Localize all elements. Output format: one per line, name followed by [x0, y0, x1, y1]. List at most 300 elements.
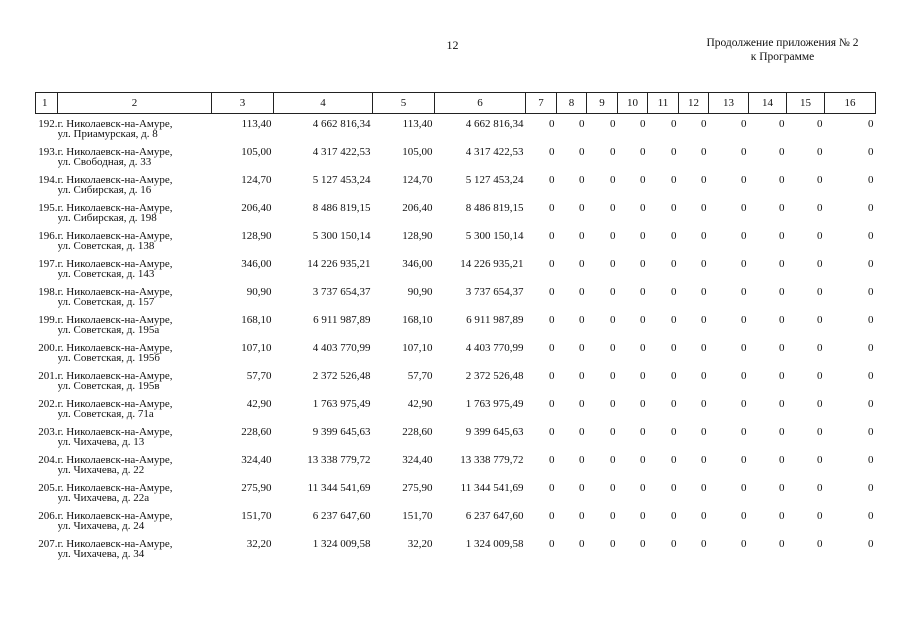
value-cell-col7: 0	[549, 173, 555, 186]
value-cell-col11: 0	[671, 201, 677, 214]
value-cell-col15: 0	[817, 145, 823, 158]
table-row	[36, 310, 876, 338]
cost-cell-2: 1 324 009,58	[465, 537, 524, 550]
value-cell-col7: 0	[549, 201, 555, 214]
value-cell-col14: 0	[779, 313, 785, 326]
value-cell-col8: 0	[579, 201, 585, 214]
cost-cell: 6 237 647,60	[312, 509, 371, 522]
value-cell-col9: 0	[610, 369, 616, 382]
cost-cell-2: 13 338 779,72	[460, 453, 524, 466]
value-cell-col9: 0	[610, 453, 616, 466]
address-street: ул. Чихачева, д. 22	[57, 463, 145, 476]
column-header-12: 12	[679, 93, 709, 114]
value-cell-col9: 0	[610, 341, 616, 354]
value-cell-col15: 0	[817, 229, 823, 242]
cost-cell: 5 127 453,24	[312, 173, 371, 186]
address-cell	[58, 478, 212, 506]
value-cell-col9: 0	[610, 173, 616, 186]
value-cell-col14: 0	[779, 397, 785, 410]
value-cell-col7: 0	[549, 537, 555, 550]
value-cell-col8: 0	[579, 118, 585, 130]
address-street: ул. Чихачева, д. 24	[57, 519, 145, 532]
value-cell-col7: 0	[549, 313, 555, 326]
value-cell-col10: 0	[640, 201, 646, 214]
address-street: ул. Сибирская, д. 198	[57, 211, 157, 224]
value-cell-col12: 0	[701, 509, 707, 522]
value-cell-col14: 0	[779, 118, 785, 130]
cost-cell-2: 6 237 647,60	[465, 509, 524, 522]
address-city: г. Николаевск-на-Амуре,	[57, 341, 173, 354]
area-cell: 105,00	[241, 145, 272, 158]
row-number: 201.	[38, 369, 58, 382]
cost-cell-2: 4 403 770,99	[465, 341, 524, 354]
value-cell-col13: 0	[741, 173, 747, 186]
value-cell-col13: 0	[741, 145, 747, 158]
row-number: 206.	[38, 509, 58, 522]
value-cell-col10: 0	[640, 341, 646, 354]
value-cell-col12: 0	[701, 257, 707, 270]
value-cell-col8: 0	[579, 173, 585, 186]
value-cell-col7: 0	[549, 341, 555, 354]
area-cell-2: 228,60	[402, 425, 433, 438]
address-cell	[58, 506, 212, 534]
value-cell-col15: 0	[817, 369, 823, 382]
value-cell-col12: 0	[701, 229, 707, 242]
value-cell-col16: 0	[868, 397, 874, 410]
value-cell-col12: 0	[701, 118, 707, 130]
address-cell	[58, 366, 212, 394]
area-cell-2: 57,70	[407, 369, 433, 382]
value-cell-col9: 0	[610, 145, 616, 158]
value-cell-col7: 0	[549, 145, 555, 158]
value-cell-col15: 0	[817, 425, 823, 438]
address-city: г. Николаевск-на-Амуре,	[57, 425, 173, 438]
row-number: 205.	[38, 481, 58, 494]
column-header-9: 9	[587, 93, 618, 114]
value-cell-col13: 0	[741, 537, 747, 550]
area-cell-2: 124,70	[402, 173, 433, 186]
value-cell-col9: 0	[610, 285, 616, 298]
column-header-7: 7	[526, 93, 557, 114]
cost-cell-2: 6 911 987,89	[466, 313, 524, 326]
value-cell-col11: 0	[671, 145, 677, 158]
value-cell-col14: 0	[779, 201, 785, 214]
cost-cell: 4 403 770,99	[312, 341, 371, 354]
area-cell: 346,00	[241, 257, 272, 270]
column-header-8: 8	[557, 93, 587, 114]
value-cell-col9: 0	[610, 257, 616, 270]
value-cell-col12: 0	[701, 369, 707, 382]
area-cell: 124,70	[241, 173, 272, 186]
area-cell: 90,90	[246, 285, 272, 298]
table-row	[36, 254, 876, 282]
value-cell-col10: 0	[640, 537, 646, 550]
address-street: ул. Советская, д. 138	[57, 239, 155, 252]
address-street: ул. Советская, д. 143	[57, 267, 155, 280]
data-table	[35, 92, 876, 562]
cost-cell: 1 324 009,58	[312, 537, 371, 550]
address-city: г. Николаевск-на-Амуре,	[57, 229, 173, 242]
value-cell-col13: 0	[741, 369, 747, 382]
address-cell	[58, 394, 212, 422]
cost-cell: 5 300 150,14	[312, 229, 371, 242]
cost-cell: 9 399 645,63	[312, 425, 371, 438]
table-row	[36, 198, 876, 226]
value-cell-col13: 0	[741, 313, 747, 326]
value-cell-col11: 0	[671, 481, 677, 494]
address-city: г. Николаевск-на-Амуре,	[57, 481, 173, 494]
area-cell-2: 206,40	[402, 201, 433, 214]
value-cell-col7: 0	[549, 397, 555, 410]
address-street: ул. Советская, д. 195в	[57, 379, 160, 392]
table-row	[36, 142, 876, 170]
value-cell-col9: 0	[610, 201, 616, 214]
area-cell: 168,10	[241, 313, 272, 326]
value-cell-col11: 0	[671, 453, 677, 466]
value-cell-col14: 0	[779, 285, 785, 298]
value-cell-col12: 0	[701, 201, 707, 214]
cost-cell: 6 911 987,89	[313, 313, 371, 326]
table-row	[36, 506, 876, 534]
cost-cell-2: 11 344 541,69	[460, 481, 524, 494]
address-city: г. Николаевск-на-Амуре,	[57, 285, 173, 298]
value-cell-col16: 0	[868, 509, 874, 522]
cost-cell: 13 338 779,72	[307, 453, 371, 466]
value-cell-col8: 0	[579, 285, 585, 298]
cost-cell-2: 2 372 526,48	[465, 369, 524, 382]
value-cell-col10: 0	[640, 453, 646, 466]
value-cell-col10: 0	[640, 118, 646, 130]
address-street: ул. Советская, д. 71а	[57, 407, 154, 420]
value-cell-col9: 0	[610, 229, 616, 242]
value-cell-col7: 0	[549, 229, 555, 242]
value-cell-col16: 0	[868, 285, 874, 298]
address-cell	[58, 142, 212, 170]
area-cell: 206,40	[241, 201, 272, 214]
value-cell-col15: 0	[817, 118, 823, 130]
value-cell-col9: 0	[610, 509, 616, 522]
value-cell-col12: 0	[701, 145, 707, 158]
value-cell-col12: 0	[701, 285, 707, 298]
value-cell-col11: 0	[671, 397, 677, 410]
value-cell-col16: 0	[868, 173, 874, 186]
value-cell-col13: 0	[741, 257, 747, 270]
value-cell-col14: 0	[779, 173, 785, 186]
cost-cell-2: 5 300 150,14	[465, 229, 524, 242]
value-cell-col16: 0	[868, 118, 874, 130]
column-header-1: 1	[36, 93, 58, 114]
area-cell-2: 128,90	[402, 229, 433, 242]
value-cell-col14: 0	[779, 341, 785, 354]
value-cell-col12: 0	[701, 341, 707, 354]
address-city: г. Николаевск-на-Амуре,	[57, 257, 173, 270]
value-cell-col8: 0	[579, 537, 585, 550]
area-cell-2: 32,20	[407, 537, 433, 550]
table-row	[36, 338, 876, 366]
value-cell-col10: 0	[640, 369, 646, 382]
area-cell: 32,20	[246, 537, 272, 550]
cost-cell-2: 4 662 816,34	[465, 118, 524, 130]
value-cell-col13: 0	[741, 481, 747, 494]
cost-cell-2: 5 127 453,24	[465, 173, 524, 186]
address-cell	[58, 254, 212, 282]
address-city: г. Николаевск-на-Амуре,	[57, 145, 173, 158]
column-header-5: 5	[373, 93, 435, 114]
table-row	[36, 534, 876, 562]
address-cell	[58, 198, 212, 226]
appendix-caption-line2: к Программе	[750, 51, 815, 63]
row-number: 200.	[38, 341, 58, 354]
area-cell-2: 151,70	[402, 509, 433, 522]
row-number: 192.	[38, 118, 58, 130]
value-cell-col13: 0	[741, 229, 747, 242]
value-cell-col16: 0	[868, 313, 874, 326]
value-cell-col13: 0	[741, 425, 747, 438]
value-cell-col7: 0	[549, 481, 555, 494]
cost-cell: 11 344 541,69	[307, 481, 371, 494]
value-cell-col13: 0	[741, 397, 747, 410]
value-cell-col7: 0	[549, 257, 555, 270]
area-cell: 42,90	[246, 397, 272, 410]
value-cell-col15: 0	[817, 537, 823, 550]
address-street: ул. Приамурская, д. 8	[57, 128, 158, 140]
value-cell-col13: 0	[741, 509, 747, 522]
value-cell-col10: 0	[640, 285, 646, 298]
value-cell-col16: 0	[868, 341, 874, 354]
value-cell-col14: 0	[779, 509, 785, 522]
cost-cell-2: 8 486 819,15	[465, 201, 524, 214]
value-cell-col16: 0	[868, 201, 874, 214]
value-cell-col12: 0	[701, 481, 707, 494]
value-cell-col14: 0	[779, 481, 785, 494]
address-cell	[58, 226, 212, 254]
value-cell-col12: 0	[701, 537, 707, 550]
area-cell: 128,90	[241, 229, 272, 242]
value-cell-col8: 0	[579, 341, 585, 354]
area-cell-2: 275,90	[402, 481, 433, 494]
address-city: г. Николаевск-на-Амуре,	[57, 369, 173, 382]
address-cell	[58, 338, 212, 366]
address-cell	[58, 450, 212, 478]
address-cell	[58, 534, 212, 562]
address-street: ул. Чихачева, д. 22а	[57, 491, 150, 504]
value-cell-col10: 0	[640, 509, 646, 522]
value-cell-col11: 0	[671, 537, 677, 550]
value-cell-col16: 0	[868, 145, 874, 158]
address-street: ул. Советская, д. 195б	[57, 351, 160, 364]
row-number: 203.	[38, 425, 58, 438]
row-number: 195.	[38, 201, 58, 214]
value-cell-col15: 0	[817, 313, 823, 326]
area-cell-2: 107,10	[402, 341, 433, 354]
value-cell-col11: 0	[671, 285, 677, 298]
value-cell-col15: 0	[817, 341, 823, 354]
area-cell-2: 105,00	[402, 145, 433, 158]
area-cell: 57,70	[246, 369, 272, 382]
area-cell-2: 168,10	[402, 313, 433, 326]
cost-cell-2: 4 317 422,53	[465, 145, 524, 158]
area-cell: 113,40	[241, 118, 272, 130]
value-cell-col15: 0	[817, 257, 823, 270]
address-street: ул. Чихачева, д. 13	[57, 435, 145, 448]
value-cell-col11: 0	[671, 257, 677, 270]
table-row	[36, 282, 876, 310]
row-number: 196.	[38, 229, 58, 242]
value-cell-col11: 0	[671, 425, 677, 438]
value-cell-col15: 0	[817, 173, 823, 186]
value-cell-col14: 0	[779, 229, 785, 242]
value-cell-col11: 0	[671, 229, 677, 242]
appendix-caption-line1: Продолжение приложения № 2	[706, 37, 859, 49]
value-cell-col8: 0	[579, 509, 585, 522]
value-cell-col16: 0	[868, 481, 874, 494]
value-cell-col10: 0	[640, 425, 646, 438]
address-cell	[58, 282, 212, 310]
value-cell-col10: 0	[640, 481, 646, 494]
value-cell-col13: 0	[741, 285, 747, 298]
value-cell-col15: 0	[817, 453, 823, 466]
value-cell-col9: 0	[610, 481, 616, 494]
area-cell-2: 42,90	[407, 397, 433, 410]
address-city: г. Николаевск-на-Амуре,	[57, 509, 173, 522]
row-number: 207.	[38, 537, 58, 550]
value-cell-col8: 0	[579, 313, 585, 326]
value-cell-col13: 0	[741, 201, 747, 214]
value-cell-col15: 0	[817, 481, 823, 494]
cost-cell: 2 372 526,48	[312, 369, 371, 382]
address-cell	[58, 114, 212, 142]
address-city: г. Николаевск-на-Амуре,	[57, 201, 173, 214]
value-cell-col8: 0	[579, 145, 585, 158]
page-number: 12	[446, 38, 459, 52]
column-header-13: 13	[709, 93, 749, 114]
value-cell-col12: 0	[701, 173, 707, 186]
value-cell-col14: 0	[779, 537, 785, 550]
address-street: ул. Сибирская, д. 16	[57, 183, 152, 196]
cost-cell-2: 9 399 645,63	[465, 425, 524, 438]
table-header-row	[36, 93, 876, 114]
address-cell	[58, 170, 212, 198]
table-row	[36, 478, 876, 506]
value-cell-col10: 0	[640, 229, 646, 242]
table-row	[36, 450, 876, 478]
value-cell-col7: 0	[549, 285, 555, 298]
column-header-10: 10	[618, 93, 648, 114]
address-street: ул. Чихачева, д. 34	[57, 547, 145, 560]
value-cell-col11: 0	[671, 341, 677, 354]
value-cell-col8: 0	[579, 397, 585, 410]
column-header-4: 4	[274, 93, 373, 114]
value-cell-col13: 0	[741, 453, 747, 466]
value-cell-col16: 0	[868, 453, 874, 466]
column-header-3: 3	[212, 93, 274, 114]
row-number: 199.	[38, 313, 58, 326]
area-cell: 275,90	[241, 481, 272, 494]
value-cell-col10: 0	[640, 257, 646, 270]
area-cell-2: 324,40	[402, 453, 433, 466]
table-row	[36, 170, 876, 198]
row-number: 193.	[38, 145, 58, 158]
value-cell-col11: 0	[671, 118, 677, 130]
column-header-15: 15	[787, 93, 825, 114]
value-cell-col14: 0	[779, 257, 785, 270]
value-cell-col13: 0	[741, 118, 747, 130]
cost-cell: 4 317 422,53	[312, 145, 371, 158]
address-cell	[58, 310, 212, 338]
value-cell-col7: 0	[549, 425, 555, 438]
table-row	[36, 394, 876, 422]
area-cell-2: 113,40	[402, 118, 433, 130]
address-cell	[58, 422, 212, 450]
value-cell-col7: 0	[549, 369, 555, 382]
value-cell-col7: 0	[549, 509, 555, 522]
value-cell-col10: 0	[640, 173, 646, 186]
value-cell-col8: 0	[579, 481, 585, 494]
value-cell-col8: 0	[579, 453, 585, 466]
value-cell-col7: 0	[549, 453, 555, 466]
cost-cell-2: 3 737 654,37	[465, 285, 524, 298]
value-cell-col11: 0	[671, 173, 677, 186]
area-cell: 107,10	[241, 341, 272, 354]
cost-cell: 1 763 975,49	[312, 397, 371, 410]
address-city: г. Николаевск-на-Амуре,	[57, 173, 173, 186]
row-number: 198.	[38, 285, 58, 298]
value-cell-col11: 0	[671, 369, 677, 382]
column-header-14: 14	[749, 93, 787, 114]
value-cell-col14: 0	[779, 425, 785, 438]
value-cell-col16: 0	[868, 229, 874, 242]
value-cell-col11: 0	[671, 313, 677, 326]
column-header-16: 16	[825, 93, 876, 114]
value-cell-col7: 0	[549, 118, 555, 130]
value-cell-col10: 0	[640, 397, 646, 410]
column-header-11: 11	[648, 93, 679, 114]
appendix-caption	[680, 36, 885, 64]
value-cell-col11: 0	[671, 509, 677, 522]
area-cell: 324,40	[241, 453, 272, 466]
value-cell-col10: 0	[640, 313, 646, 326]
value-cell-col8: 0	[579, 425, 585, 438]
address-street: ул. Советская, д. 157	[57, 295, 155, 308]
value-cell-col12: 0	[701, 453, 707, 466]
value-cell-col9: 0	[610, 313, 616, 326]
value-cell-col16: 0	[868, 369, 874, 382]
cost-cell: 14 226 935,21	[307, 257, 371, 270]
value-cell-col10: 0	[640, 145, 646, 158]
value-cell-col9: 0	[610, 425, 616, 438]
table-row	[36, 226, 876, 254]
address-city: г. Николаевск-на-Амуре,	[57, 537, 173, 550]
value-cell-col8: 0	[579, 369, 585, 382]
value-cell-col15: 0	[817, 397, 823, 410]
cost-cell-2: 1 763 975,49	[465, 397, 524, 410]
value-cell-col14: 0	[779, 369, 785, 382]
value-cell-col14: 0	[779, 453, 785, 466]
address-city: г. Николаевск-на-Амуре,	[57, 397, 173, 410]
value-cell-col13: 0	[741, 341, 747, 354]
area-cell-2: 90,90	[407, 285, 433, 298]
value-cell-col14: 0	[779, 145, 785, 158]
cost-cell: 4 662 816,34	[312, 118, 371, 130]
address-city: г. Николаевск-на-Амуре,	[57, 313, 173, 326]
value-cell-col15: 0	[817, 201, 823, 214]
table-row	[36, 366, 876, 394]
value-cell-col8: 0	[579, 229, 585, 242]
address-city: г. Николаевск-на-Амуре,	[57, 453, 173, 466]
area-cell-2: 346,00	[402, 257, 433, 270]
row-number: 197.	[38, 257, 58, 270]
value-cell-col16: 0	[868, 257, 874, 270]
